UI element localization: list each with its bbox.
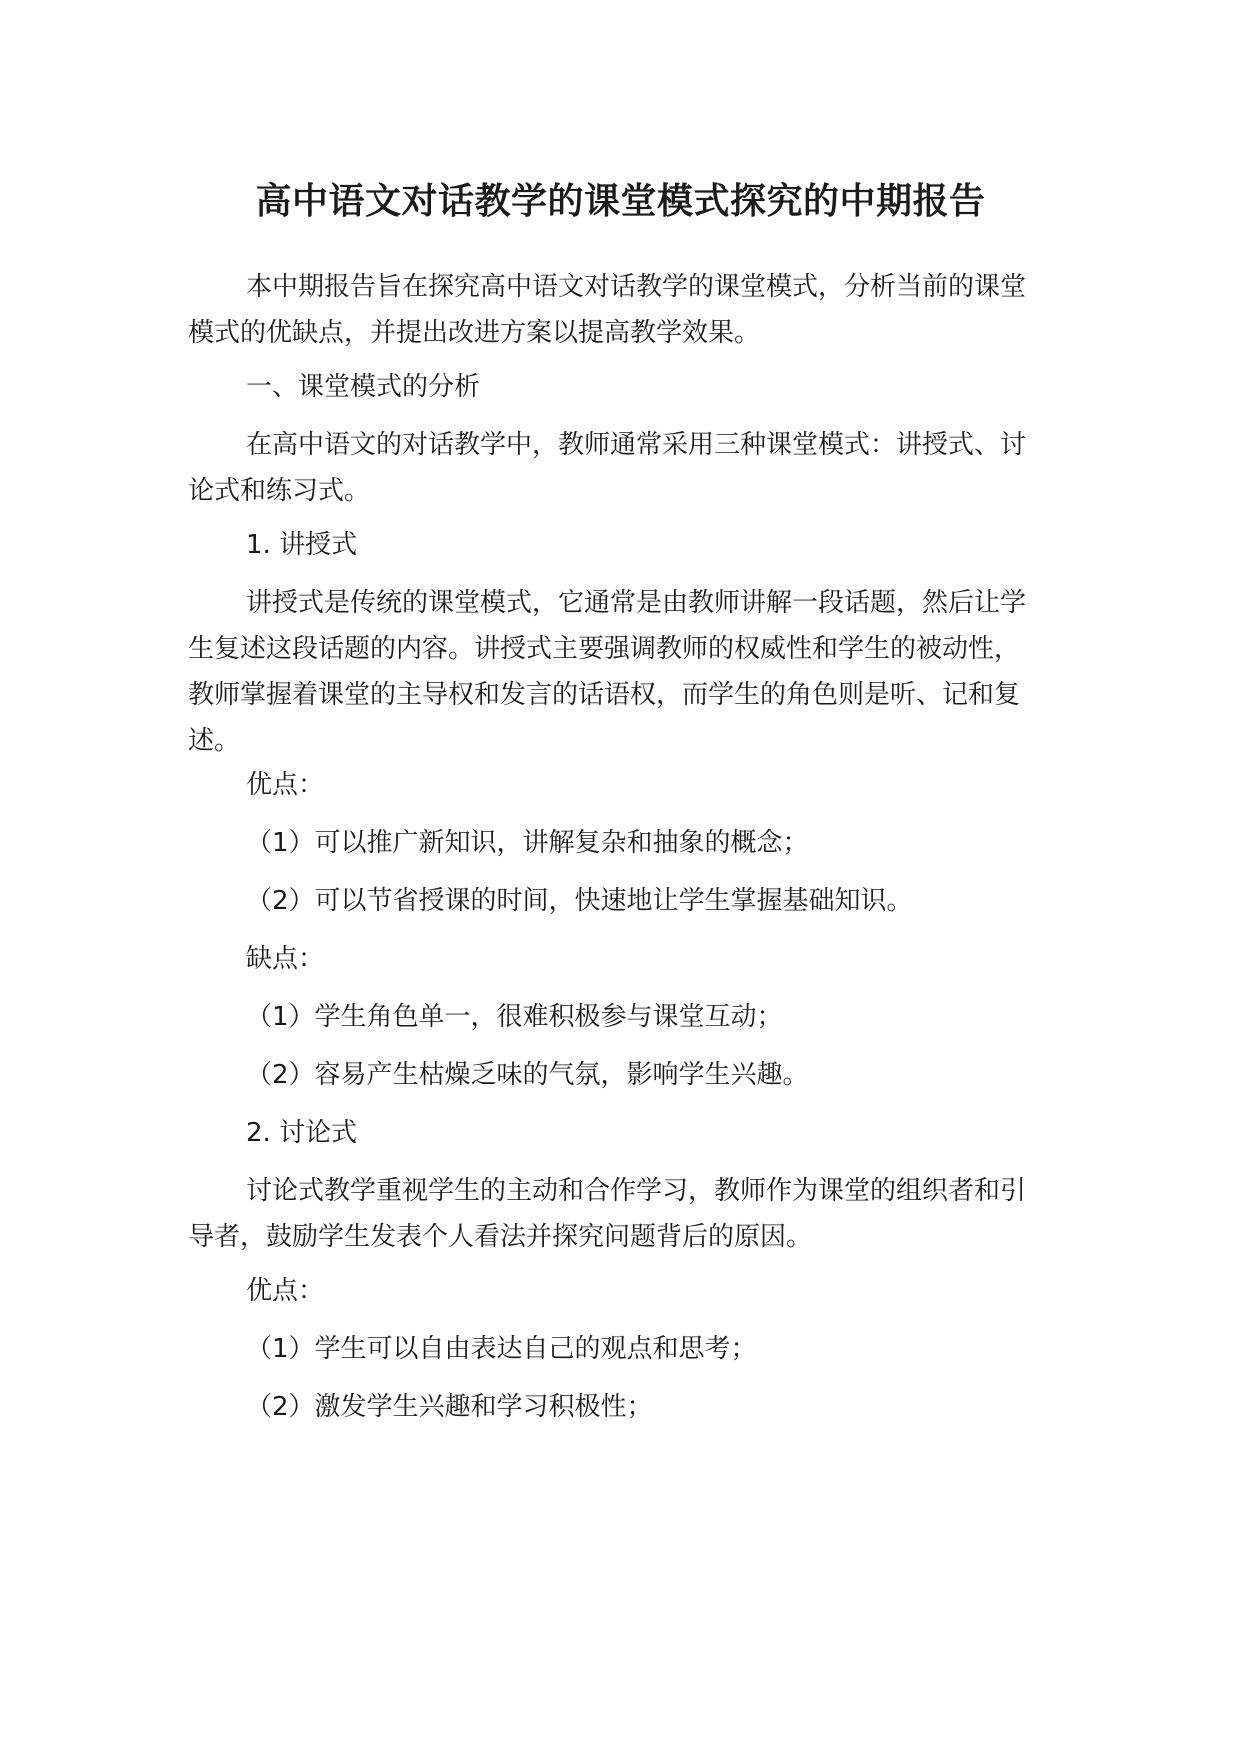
discussion-advantage-1: （1）学生可以自由表达自己的观点和思考； <box>246 1334 757 1364</box>
subheading-lecture: 1. 讲授式 <box>246 530 358 560</box>
analysis-paragraph: 在高中语文的对话教学中，教师通常采用三种课堂模式：讲授式、讨论式和练习式。 <box>188 430 1027 506</box>
lecture-disadvantage-2: （2）容易产生枯燥乏味的气氛，影响学生兴趣。 <box>246 1060 809 1090</box>
subheading-discussion: 2. 讨论式 <box>246 1118 358 1148</box>
document-title: 高中语文对话教学的课堂模式探究的中期报告 <box>255 181 986 222</box>
section-heading-analysis: 一、课堂模式的分析 <box>246 372 481 402</box>
discussion-paragraph: 讨论式教学重视学生的主动和合作学习，教师作为课堂的组织者和引导者，鼓励学生发表个人看法并探究问题背后的原因。 <box>188 1176 1027 1252</box>
lecture-advantages-label: 优点： <box>246 770 325 800</box>
lecture-advantage-1: （1）可以推广新知识，讲解复杂和抽象的概念； <box>246 828 809 858</box>
discussion-advantage-2: （2）激发学生兴趣和学习积极性； <box>246 1392 653 1422</box>
lecture-disadvantages-label: 缺点： <box>246 944 325 974</box>
lecture-paragraph: 讲授式是传统的课堂模式，它通常是由教师讲解一段话题，然后让学生复述这段话题的内容。讲授式主要强调教师的权威性和学生的被动性，教师掌握着课堂的主导权和发言的话语权，而学生的角色则是听、记和复述。 <box>188 588 1027 756</box>
intro-paragraph: 本中期报告旨在探究高中语文对话教学的课堂模式，分析当前的课堂模式的优缺点，并提出改进方案以提高教学效果。 <box>188 272 1027 348</box>
discussion-advantages-label: 优点： <box>246 1276 325 1306</box>
lecture-advantage-2: （2）可以节省授课的时间，快速地让学生掌握基础知识。 <box>246 886 913 916</box>
lecture-disadvantage-1: （1）学生角色单一，很难积极参与课堂互动； <box>246 1002 783 1032</box>
